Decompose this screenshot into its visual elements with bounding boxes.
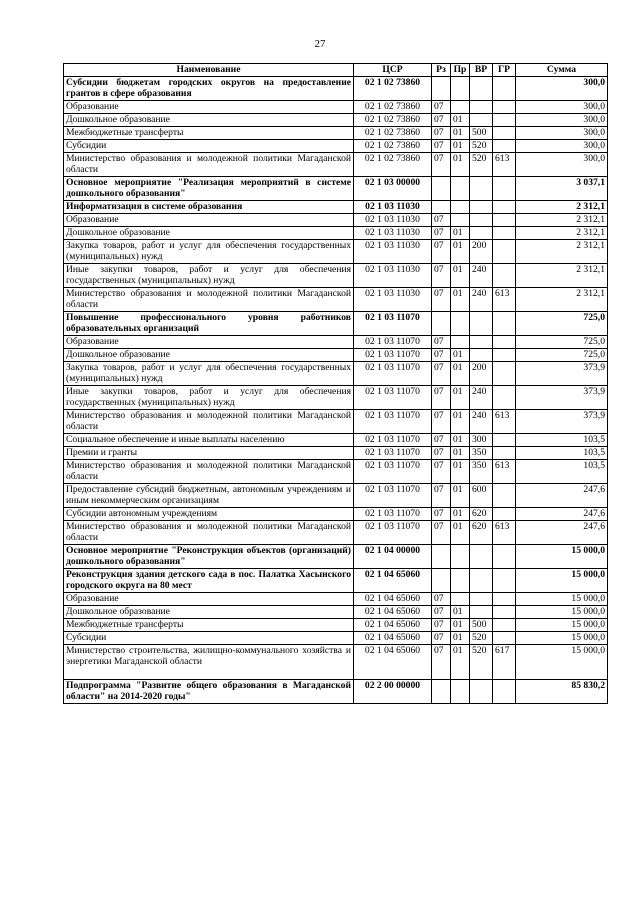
- cell-name: Дошкольное образование: [64, 114, 354, 127]
- cell-name: Межбюджетные трансферты: [64, 619, 354, 632]
- cell-sum: 15 000,0: [516, 619, 608, 632]
- cell-pr: [451, 545, 470, 569]
- cell-csr: 02 1 03 11030: [354, 240, 432, 264]
- table-header: [64, 64, 608, 77]
- cell-vr: 240: [470, 288, 493, 312]
- cell-sum: 373,9: [516, 410, 608, 434]
- cell-rz: 07: [432, 434, 451, 447]
- cell-rz: [432, 312, 451, 336]
- cell-name: Министерство образования и молодежной политики Магаданской области: [64, 410, 354, 434]
- cell-vr: [470, 680, 493, 704]
- table-row: [64, 434, 608, 447]
- cell-csr: 02 1 03 11070: [354, 460, 432, 484]
- table-row: [64, 545, 608, 569]
- cell-pr: 01: [451, 362, 470, 386]
- cell-vr: 240: [470, 410, 493, 434]
- cell-sum: 15 000,0: [516, 645, 608, 680]
- cell-csr: 02 1 04 65060: [354, 645, 432, 680]
- cell-name: Дошкольное образование: [64, 606, 354, 619]
- cell-csr: 02 1 02 73860: [354, 153, 432, 177]
- cell-pr: 01: [451, 264, 470, 288]
- cell-rz: 07: [432, 114, 451, 127]
- header-name: Наименование: [64, 64, 354, 77]
- cell-pr: 01: [451, 140, 470, 153]
- cell-sum: 725,0: [516, 312, 608, 336]
- cell-pr: 01: [451, 227, 470, 240]
- cell-sum: 300,0: [516, 77, 608, 101]
- cell-pr: 01: [451, 606, 470, 619]
- cell-sum: 247,6: [516, 521, 608, 545]
- cell-name: Межбюджетные трансферты: [64, 127, 354, 140]
- cell-name: Информатизация в системе образования: [64, 201, 354, 214]
- table-row: [64, 484, 608, 508]
- cell-name: Повышение профессионального уровня работников образовательных организаций: [64, 312, 354, 336]
- header-rz: Рз: [432, 64, 451, 77]
- cell-gr: [493, 77, 516, 101]
- cell-pr: 01: [451, 521, 470, 545]
- cell-vr: 500: [470, 619, 493, 632]
- cell-rz: 07: [432, 386, 451, 410]
- cell-sum: 300,0: [516, 140, 608, 153]
- cell-csr: 02 1 02 73860: [354, 127, 432, 140]
- cell-sum: 247,6: [516, 508, 608, 521]
- cell-rz: 07: [432, 227, 451, 240]
- table-row: [64, 288, 608, 312]
- table-row: [64, 645, 608, 680]
- cell-pr: 01: [451, 632, 470, 645]
- cell-sum: 15 000,0: [516, 545, 608, 569]
- cell-csr: 02 1 02 73860: [354, 101, 432, 114]
- cell-sum: 2 312,1: [516, 201, 608, 214]
- table-row: [64, 312, 608, 336]
- cell-pr: 01: [451, 410, 470, 434]
- cell-gr: 613: [493, 460, 516, 484]
- cell-pr: 01: [451, 240, 470, 264]
- cell-vr: 520: [470, 645, 493, 680]
- cell-vr: [470, 201, 493, 214]
- cell-sum: 103,5: [516, 460, 608, 484]
- cell-pr: 01: [451, 460, 470, 484]
- cell-csr: 02 1 03 11030: [354, 288, 432, 312]
- table-row: [64, 201, 608, 214]
- cell-csr: 02 1 04 65060: [354, 606, 432, 619]
- cell-vr: 200: [470, 362, 493, 386]
- cell-pr: 01: [451, 447, 470, 460]
- table-row: [64, 101, 608, 114]
- cell-gr: [493, 101, 516, 114]
- header-gr: ГР: [493, 64, 516, 77]
- cell-rz: 07: [432, 484, 451, 508]
- table-row: [64, 460, 608, 484]
- cell-gr: [493, 569, 516, 593]
- cell-sum: 3 037,1: [516, 177, 608, 201]
- table-row: [64, 336, 608, 349]
- cell-vr: 520: [470, 632, 493, 645]
- cell-vr: 620: [470, 521, 493, 545]
- budget-table: [63, 63, 608, 704]
- cell-csr: 02 1 03 11070: [354, 447, 432, 460]
- cell-gr: [493, 336, 516, 349]
- table-row: [64, 140, 608, 153]
- cell-sum: 103,5: [516, 434, 608, 447]
- cell-sum: 15 000,0: [516, 632, 608, 645]
- cell-rz: 07: [432, 101, 451, 114]
- cell-pr: 01: [451, 434, 470, 447]
- cell-pr: [451, 201, 470, 214]
- cell-pr: 01: [451, 288, 470, 312]
- cell-vr: [470, 593, 493, 606]
- cell-vr: 200: [470, 240, 493, 264]
- table-row: [64, 569, 608, 593]
- table-row: [64, 447, 608, 460]
- cell-csr: 02 1 04 65060: [354, 632, 432, 645]
- cell-rz: 07: [432, 593, 451, 606]
- cell-sum: 373,9: [516, 386, 608, 410]
- cell-csr: 02 1 02 73860: [354, 140, 432, 153]
- cell-vr: 300: [470, 434, 493, 447]
- cell-name: Субсидии автономным учреждениям: [64, 508, 354, 521]
- cell-rz: 07: [432, 240, 451, 264]
- cell-vr: [470, 349, 493, 362]
- table-row: [64, 240, 608, 264]
- cell-sum: 247,6: [516, 484, 608, 508]
- cell-csr: 02 1 04 00000: [354, 545, 432, 569]
- cell-vr: [470, 606, 493, 619]
- cell-csr: 02 1 03 00000: [354, 177, 432, 201]
- cell-pr: 01: [451, 153, 470, 177]
- cell-csr: 02 1 03 11070: [354, 386, 432, 410]
- cell-vr: [470, 336, 493, 349]
- cell-gr: [493, 127, 516, 140]
- cell-pr: [451, 77, 470, 101]
- cell-vr: [470, 569, 493, 593]
- cell-csr: 02 1 03 11070: [354, 312, 432, 336]
- table-row: [64, 362, 608, 386]
- cell-sum: 300,0: [516, 153, 608, 177]
- cell-csr: 02 1 04 65060: [354, 569, 432, 593]
- cell-pr: 01: [451, 349, 470, 362]
- cell-sum: 373,9: [516, 362, 608, 386]
- cell-csr: 02 1 03 11070: [354, 336, 432, 349]
- header-pr: Пр: [451, 64, 470, 77]
- table-row: [64, 153, 608, 177]
- cell-rz: 07: [432, 619, 451, 632]
- cell-name: Основное мероприятие "Реконструкция объектов (организаций) дошкольного образования": [64, 545, 354, 569]
- cell-gr: [493, 619, 516, 632]
- cell-rz: [432, 680, 451, 704]
- table-row: [64, 606, 608, 619]
- cell-rz: 07: [432, 606, 451, 619]
- cell-vr: 620: [470, 508, 493, 521]
- cell-name: Министерство образования и молодежной политики Магаданской области: [64, 288, 354, 312]
- cell-sum: 2 312,1: [516, 214, 608, 227]
- table-row: [64, 264, 608, 288]
- table-row: [64, 177, 608, 201]
- cell-pr: [451, 101, 470, 114]
- cell-vr: [470, 214, 493, 227]
- cell-pr: 01: [451, 619, 470, 632]
- cell-rz: 07: [432, 645, 451, 680]
- cell-sum: 85 830,2: [516, 680, 608, 704]
- cell-name: Закупка товаров, работ и услуг для обеспечения государственных (муниципальных) нужд: [64, 240, 354, 264]
- table-row: [64, 593, 608, 606]
- cell-rz: 07: [432, 288, 451, 312]
- cell-sum: 15 000,0: [516, 606, 608, 619]
- cell-rz: [432, 545, 451, 569]
- cell-gr: 617: [493, 645, 516, 680]
- page-number: 27: [314, 38, 326, 50]
- cell-name: Дошкольное образование: [64, 349, 354, 362]
- cell-gr: [493, 680, 516, 704]
- cell-gr: [493, 362, 516, 386]
- cell-name: Субсидии: [64, 140, 354, 153]
- cell-gr: 613: [493, 410, 516, 434]
- cell-vr: [470, 101, 493, 114]
- cell-rz: [432, 177, 451, 201]
- cell-name: Подпрограмма "Развитие общего образования в Магаданской области" на 2014-2020 годы": [64, 680, 354, 704]
- cell-rz: 07: [432, 349, 451, 362]
- cell-vr: 240: [470, 386, 493, 410]
- cell-vr: [470, 545, 493, 569]
- cell-pr: [451, 593, 470, 606]
- cell-name: Иные закупки товаров, работ и услуг для обеспечения государственных (муниципальных) нужд: [64, 386, 354, 410]
- cell-vr: 520: [470, 140, 493, 153]
- cell-rz: 07: [432, 508, 451, 521]
- table-row: [64, 77, 608, 101]
- cell-gr: [493, 227, 516, 240]
- cell-name: Премии и гранты: [64, 447, 354, 460]
- cell-name: Субсидии: [64, 632, 354, 645]
- cell-pr: 01: [451, 127, 470, 140]
- cell-gr: [493, 606, 516, 619]
- cell-csr: 02 1 03 11070: [354, 521, 432, 545]
- cell-csr: 02 1 03 11070: [354, 508, 432, 521]
- cell-sum: 15 000,0: [516, 593, 608, 606]
- cell-vr: 600: [470, 484, 493, 508]
- cell-name: Министерство строительства, жилищно-коммунального хозяйства и энергетики Магаданской области: [64, 645, 354, 680]
- cell-gr: [493, 386, 516, 410]
- cell-rz: 07: [432, 362, 451, 386]
- cell-csr: 02 1 03 11070: [354, 434, 432, 447]
- cell-sum: 2 312,1: [516, 227, 608, 240]
- cell-gr: [493, 447, 516, 460]
- cell-rz: 07: [432, 521, 451, 545]
- cell-csr: 02 1 03 11070: [354, 362, 432, 386]
- cell-csr: 02 1 03 11070: [354, 484, 432, 508]
- cell-rz: 07: [432, 264, 451, 288]
- cell-csr: 02 1 04 65060: [354, 619, 432, 632]
- cell-sum: 300,0: [516, 114, 608, 127]
- cell-name: Образование: [64, 101, 354, 114]
- cell-gr: [493, 593, 516, 606]
- cell-gr: 613: [493, 521, 516, 545]
- cell-pr: [451, 569, 470, 593]
- table-row: [64, 508, 608, 521]
- cell-name: Министерство образования и молодежной политики Магаданской области: [64, 460, 354, 484]
- cell-name: Иные закупки товаров, работ и услуг для обеспечения государственных (муниципальных) нужд: [64, 264, 354, 288]
- cell-vr: [470, 77, 493, 101]
- cell-sum: 2 312,1: [516, 288, 608, 312]
- cell-name: Образование: [64, 593, 354, 606]
- cell-pr: 01: [451, 484, 470, 508]
- cell-rz: 07: [432, 153, 451, 177]
- cell-gr: [493, 312, 516, 336]
- cell-gr: [493, 545, 516, 569]
- cell-gr: [493, 508, 516, 521]
- table-row: [64, 349, 608, 362]
- cell-sum: 2 312,1: [516, 264, 608, 288]
- table-row: [64, 680, 608, 704]
- cell-gr: [493, 177, 516, 201]
- cell-gr: [493, 484, 516, 508]
- cell-pr: [451, 336, 470, 349]
- cell-gr: [493, 632, 516, 645]
- cell-rz: [432, 201, 451, 214]
- cell-name: Образование: [64, 336, 354, 349]
- header-vr: ВР: [470, 64, 493, 77]
- table-row: [64, 227, 608, 240]
- cell-gr: [493, 349, 516, 362]
- header-sum: Сумма: [516, 64, 608, 77]
- cell-sum: 300,0: [516, 101, 608, 114]
- cell-vr: [470, 114, 493, 127]
- cell-vr: 520: [470, 153, 493, 177]
- cell-vr: 240: [470, 264, 493, 288]
- cell-csr: 02 1 03 11030: [354, 264, 432, 288]
- cell-name: Министерство образования и молодежной политики Магаданской области: [64, 521, 354, 545]
- table-body: [64, 77, 608, 704]
- cell-sum: 103,5: [516, 447, 608, 460]
- cell-vr: [470, 312, 493, 336]
- cell-name: Социальное обеспечение и иные выплаты населению: [64, 434, 354, 447]
- cell-vr: [470, 227, 493, 240]
- cell-sum: 300,0: [516, 127, 608, 140]
- cell-vr: [470, 177, 493, 201]
- cell-csr: 02 1 02 73860: [354, 114, 432, 127]
- cell-csr: 02 1 03 11030: [354, 214, 432, 227]
- table-row: [64, 619, 608, 632]
- cell-rz: 07: [432, 460, 451, 484]
- cell-pr: [451, 214, 470, 227]
- cell-gr: [493, 140, 516, 153]
- cell-sum: 725,0: [516, 336, 608, 349]
- cell-pr: [451, 680, 470, 704]
- cell-rz: [432, 77, 451, 101]
- cell-csr: 02 1 03 11070: [354, 349, 432, 362]
- cell-name: Предоставление субсидий бюджетным, автономным учреждениям и иным некоммерческим организациям: [64, 484, 354, 508]
- cell-csr: 02 1 04 65060: [354, 593, 432, 606]
- cell-gr: [493, 240, 516, 264]
- cell-name: Реконструкция здания детского сада в пос. Палатка Хасынского городского округа на 80 мест: [64, 569, 354, 593]
- cell-vr: 500: [470, 127, 493, 140]
- cell-pr: 01: [451, 645, 470, 680]
- cell-gr: [493, 214, 516, 227]
- cell-pr: 01: [451, 114, 470, 127]
- table-row: [64, 521, 608, 545]
- cell-csr: 02 1 03 11030: [354, 201, 432, 214]
- cell-rz: 07: [432, 214, 451, 227]
- cell-name: Закупка товаров, работ и услуг для обеспечения государственных (муниципальных) нужд: [64, 362, 354, 386]
- cell-name: Образование: [64, 214, 354, 227]
- table-row: [64, 214, 608, 227]
- cell-csr: 02 1 02 73860: [354, 77, 432, 101]
- cell-rz: [432, 569, 451, 593]
- cell-csr: 02 1 03 11070: [354, 410, 432, 434]
- cell-pr: 01: [451, 508, 470, 521]
- cell-gr: 613: [493, 288, 516, 312]
- cell-pr: [451, 312, 470, 336]
- cell-sum: 2 312,1: [516, 240, 608, 264]
- cell-rz: 07: [432, 410, 451, 434]
- cell-rz: 07: [432, 140, 451, 153]
- cell-rz: 07: [432, 447, 451, 460]
- cell-gr: [493, 114, 516, 127]
- cell-sum: 15 000,0: [516, 569, 608, 593]
- cell-pr: [451, 177, 470, 201]
- cell-vr: 350: [470, 447, 493, 460]
- cell-gr: [493, 264, 516, 288]
- header-csr: ЦСР: [354, 64, 432, 77]
- cell-csr: 02 1 03 11030: [354, 227, 432, 240]
- cell-name: Министерство образования и молодежной политики Магаданской области: [64, 153, 354, 177]
- table-row: [64, 114, 608, 127]
- table-row: [64, 632, 608, 645]
- cell-csr: 02 2 00 00000: [354, 680, 432, 704]
- cell-name: Основное мероприятие "Реализация мероприятий в системе дошкольного образования": [64, 177, 354, 201]
- cell-rz: 07: [432, 336, 451, 349]
- cell-vr: 350: [470, 460, 493, 484]
- cell-rz: 07: [432, 632, 451, 645]
- cell-pr: 01: [451, 386, 470, 410]
- table-row: [64, 386, 608, 410]
- cell-gr: [493, 434, 516, 447]
- cell-gr: 613: [493, 153, 516, 177]
- table-row: [64, 127, 608, 140]
- cell-name: Субсидии бюджетам городских округов на предоставление грантов в сфере образования: [64, 77, 354, 101]
- table-row: [64, 410, 608, 434]
- cell-rz: 07: [432, 127, 451, 140]
- cell-sum: 725,0: [516, 349, 608, 362]
- cell-name: Дошкольное образование: [64, 227, 354, 240]
- cell-gr: [493, 201, 516, 214]
